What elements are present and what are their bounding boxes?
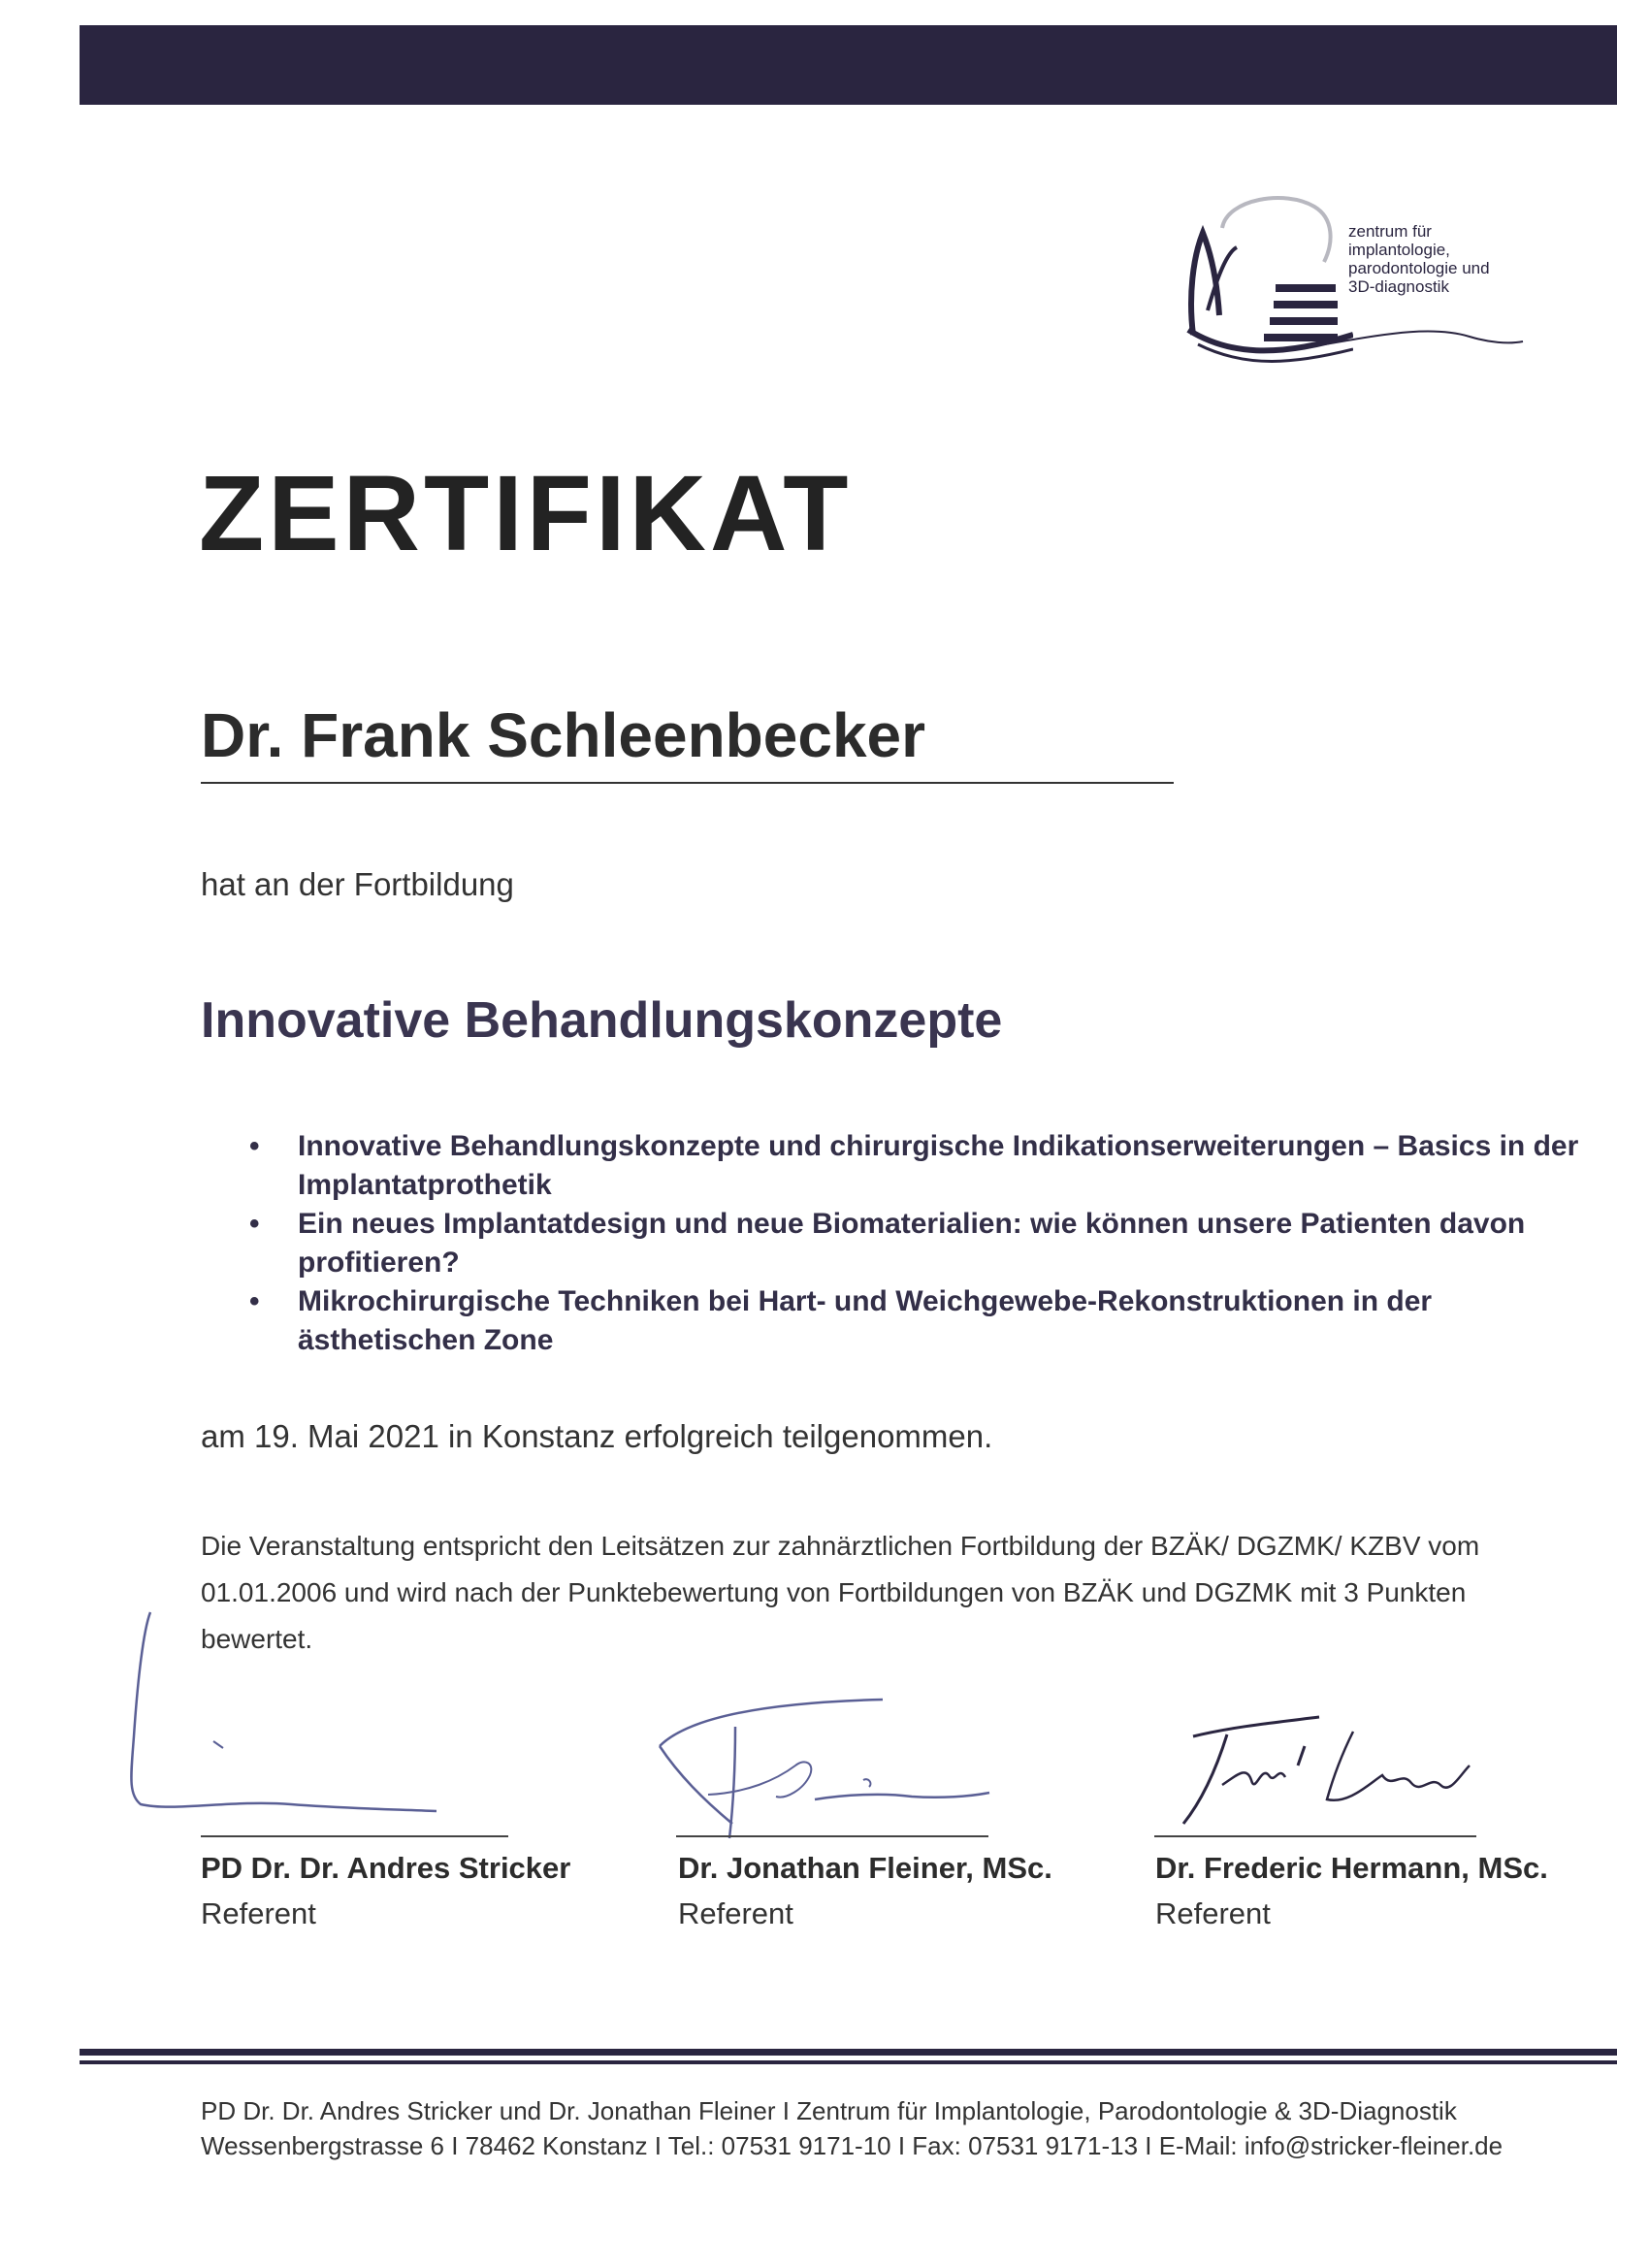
signatory-name: PD Dr. Dr. Andres Stricker: [201, 1851, 571, 1885]
signature-fleiner: [650, 1688, 999, 1843]
course-title: Innovative Behandlungskonzepte: [201, 992, 1003, 1049]
topic-item: • Innovative Behandlungskonzepte und chirurgische Indikationserweiterungen – Basics in der Implantatprothetik: [249, 1127, 1607, 1205]
signature-line: [676, 1835, 988, 1837]
topic-item: • Mikrochirurgische Techniken bei Hart- und Weichgewebe-Rekonstruktionen in der ästhetischen Zone: [249, 1282, 1607, 1360]
signature-line: [201, 1835, 508, 1837]
logo-line: zentrum für: [1348, 222, 1432, 241]
logo-line: 3D-diagnostik: [1348, 277, 1449, 296]
logo-text: [1348, 222, 1542, 296]
topic-item: • Ein neues Implantatdesign und neue Biomaterialien: wie können unsere Patienten davon profitieren?: [249, 1205, 1607, 1282]
footer-line: PD Dr. Dr. Andres Stricker und Dr. Jonathan Fleiner I Zentrum für Implantologie, Parodontologie & 3D-Diagnostik: [201, 2096, 1457, 2125]
accreditation-notice: Die Veranstaltung entspricht den Leitsätzen zur zahnärztlichen Fortbildung der BZÄK/ DGZMK/ KZBV vom 01.01.2006 und wird nach der Punktebewertung von Fortbildungen von BZÄK und DGZMK mit 3 Punkten bewertet.: [201, 1531, 1480, 1654]
footer-rule-thin: [80, 2060, 1617, 2064]
certificate-title: ZERTIFIKAT: [199, 454, 853, 573]
signature-line: [1154, 1835, 1476, 1837]
signatory-name: Dr. Frederic Hermann, MSc.: [1155, 1851, 1548, 1885]
clinic-logo: [1169, 189, 1537, 364]
topic-list: [249, 1127, 1607, 1360]
footer-line: Wessenbergstrasse 6 I 78462 Konstanz I Tel.: 07531 9171-10 I Fax: 07531 9171-13 I E-Mail: info@stricker-fleiner.de: [201, 2131, 1504, 2160]
header-bar: [80, 25, 1617, 105]
signature-stricker: [116, 1601, 446, 1824]
completion-text: am 19. Mai 2021 in Konstanz erfolgreich teilgenommen.: [201, 1418, 993, 1454]
signatory-role: Referent: [201, 1896, 316, 1930]
logo-line: parodontologie und: [1348, 259, 1490, 277]
footer-rule-thick: [80, 2049, 1617, 2056]
signature-hermann: [1154, 1707, 1484, 1833]
signatory-name: Dr. Jonathan Fleiner, MSc.: [678, 1851, 1052, 1885]
recipient-name: Dr. Frank Schleenbecker: [201, 700, 926, 770]
recipient-underline: [201, 782, 1174, 784]
logo-line: implantologie,: [1348, 241, 1450, 259]
signatory-role: Referent: [1155, 1896, 1271, 1930]
signatory-role: Referent: [678, 1896, 793, 1930]
footer-contact: [201, 2093, 1617, 2163]
intro-text: hat an der Fortbildung: [201, 866, 514, 902]
